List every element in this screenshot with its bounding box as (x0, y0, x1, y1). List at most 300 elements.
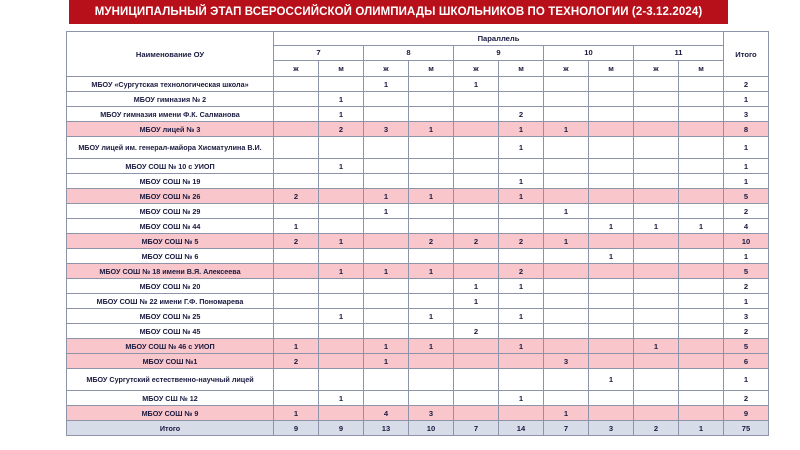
count-cell (544, 294, 589, 309)
table-row (67, 339, 769, 354)
count-cell (544, 309, 589, 324)
count-cell (679, 77, 724, 92)
row-total: 6 (724, 354, 769, 369)
count-cell: 1 (364, 189, 409, 204)
count-cell (544, 264, 589, 279)
table-row (67, 279, 769, 294)
count-cell (274, 122, 319, 137)
count-cell (274, 324, 319, 339)
total-cell: 7 (544, 421, 589, 436)
count-cell (454, 391, 499, 406)
row-total: 1 (724, 92, 769, 107)
school-name: МБОУ СОШ № 5 (67, 234, 274, 249)
row-total: 2 (724, 279, 769, 294)
count-cell: 2 (499, 264, 544, 279)
total-cell: 2 (634, 421, 679, 436)
total-cell: 14 (499, 421, 544, 436)
count-cell (319, 249, 364, 264)
school-name: МБОУ СШ № 12 (67, 391, 274, 406)
count-cell (319, 354, 364, 369)
school-name: МБОУ СОШ № 45 (67, 324, 274, 339)
count-cell: 2 (454, 234, 499, 249)
count-cell (319, 369, 364, 391)
count-cell (589, 174, 634, 189)
count-cell: 2 (274, 189, 319, 204)
count-cell: 1 (274, 339, 319, 354)
count-cell (634, 294, 679, 309)
table-row (67, 219, 769, 234)
count-cell (634, 249, 679, 264)
count-cell (679, 369, 724, 391)
count-cell (544, 92, 589, 107)
count-cell (454, 159, 499, 174)
count-cell (409, 174, 454, 189)
count-cell: 1 (499, 174, 544, 189)
table-row (67, 137, 769, 159)
gender-header: м (679, 61, 724, 77)
school-name: МБОУ СОШ № 20 (67, 279, 274, 294)
count-cell (499, 204, 544, 219)
grade-header: 10 (544, 45, 634, 61)
count-cell (454, 92, 499, 107)
gender-header: ж (544, 61, 589, 77)
count-cell: 1 (319, 391, 364, 406)
gender-header: ж (454, 61, 499, 77)
row-total: 1 (724, 369, 769, 391)
count-cell (634, 309, 679, 324)
count-cell (679, 122, 724, 137)
count-cell (274, 294, 319, 309)
count-cell (364, 219, 409, 234)
row-total: 5 (724, 339, 769, 354)
count-cell (589, 294, 634, 309)
count-cell (409, 249, 454, 264)
count-cell (634, 107, 679, 122)
count-cell (364, 249, 409, 264)
count-cell: 1 (274, 219, 319, 234)
count-cell (634, 279, 679, 294)
school-name: МБОУ СОШ № 46 с УИОП (67, 339, 274, 354)
count-cell (544, 339, 589, 354)
count-cell (454, 137, 499, 159)
count-cell (409, 354, 454, 369)
count-cell (274, 391, 319, 406)
count-cell (409, 204, 454, 219)
totals-row (67, 421, 769, 436)
count-cell (544, 189, 589, 204)
count-cell: 2 (319, 122, 364, 137)
count-cell (319, 324, 364, 339)
count-cell (679, 406, 724, 421)
count-cell: 1 (499, 339, 544, 354)
count-cell (454, 219, 499, 234)
count-cell (544, 391, 589, 406)
count-cell: 1 (319, 234, 364, 249)
count-cell (409, 107, 454, 122)
count-cell (409, 324, 454, 339)
count-cell: 1 (499, 137, 544, 159)
count-cell (679, 249, 724, 264)
totals-label: Итого (67, 421, 274, 436)
count-cell: 1 (319, 92, 364, 107)
gender-header: ж (274, 61, 319, 77)
count-cell: 1 (454, 77, 499, 92)
count-cell (364, 159, 409, 174)
count-cell (544, 107, 589, 122)
row-total: 1 (724, 137, 769, 159)
table-row (67, 354, 769, 369)
school-name: МБОУ СОШ № 25 (67, 309, 274, 324)
table-row (67, 122, 769, 137)
column-header-parallel: Параллель (274, 32, 724, 46)
count-cell: 1 (634, 219, 679, 234)
count-cell: 1 (499, 189, 544, 204)
count-cell (319, 279, 364, 294)
count-cell (679, 339, 724, 354)
row-total: 8 (724, 122, 769, 137)
school-name: МБОУ СОШ № 6 (67, 249, 274, 264)
school-name: МБОУ СОШ № 26 (67, 189, 274, 204)
count-cell (589, 77, 634, 92)
count-cell: 1 (319, 264, 364, 279)
count-cell (679, 354, 724, 369)
gender-header: ж (364, 61, 409, 77)
count-cell (499, 369, 544, 391)
count-cell (544, 279, 589, 294)
total-cell: 13 (364, 421, 409, 436)
count-cell (589, 264, 634, 279)
count-cell (589, 309, 634, 324)
count-cell (679, 92, 724, 107)
total-cell: 7 (454, 421, 499, 436)
count-cell: 1 (589, 249, 634, 264)
gender-header: м (589, 61, 634, 77)
count-cell: 1 (589, 369, 634, 391)
row-total: 2 (724, 324, 769, 339)
column-header-total: Итого (724, 32, 769, 77)
row-total: 1 (724, 174, 769, 189)
count-cell (589, 122, 634, 137)
row-total: 2 (724, 204, 769, 219)
total-cell: 10 (409, 421, 454, 436)
count-cell (319, 77, 364, 92)
count-cell (319, 204, 364, 219)
count-cell: 2 (274, 354, 319, 369)
school-name: МБОУ гимназия имени Ф.К. Салманова (67, 107, 274, 122)
count-cell (319, 406, 364, 421)
count-cell (499, 406, 544, 421)
count-cell: 3 (364, 122, 409, 137)
count-cell (409, 137, 454, 159)
count-cell (409, 159, 454, 174)
count-cell (454, 174, 499, 189)
count-cell (589, 324, 634, 339)
table-row (67, 92, 769, 107)
count-cell (679, 204, 724, 219)
count-cell (679, 279, 724, 294)
count-cell (499, 324, 544, 339)
row-total: 9 (724, 406, 769, 421)
count-cell (679, 309, 724, 324)
count-cell (589, 189, 634, 204)
count-cell: 1 (364, 354, 409, 369)
grade-header: 8 (364, 45, 454, 61)
count-cell (589, 406, 634, 421)
row-total: 1 (724, 159, 769, 174)
count-cell (499, 354, 544, 369)
count-cell: 1 (634, 339, 679, 354)
school-name: МБОУ лицей им. генерал-майора Хисматулина В.И. (67, 137, 274, 159)
table-row (67, 391, 769, 406)
count-cell (634, 369, 679, 391)
count-cell (274, 204, 319, 219)
count-cell (634, 174, 679, 189)
school-name: МБОУ «Сургутская технологическая школа» (67, 77, 274, 92)
count-cell (499, 219, 544, 234)
count-cell (589, 339, 634, 354)
row-total: 10 (724, 234, 769, 249)
row-total: 3 (724, 107, 769, 122)
count-cell (364, 107, 409, 122)
count-cell (634, 324, 679, 339)
count-cell (274, 369, 319, 391)
count-cell (274, 264, 319, 279)
count-cell (679, 294, 724, 309)
count-cell (634, 234, 679, 249)
count-cell (544, 77, 589, 92)
total-cell: 3 (589, 421, 634, 436)
school-name: МБОУ СОШ №1 (67, 354, 274, 369)
count-cell (454, 369, 499, 391)
total-cell: 9 (274, 421, 319, 436)
count-cell (364, 174, 409, 189)
count-cell (634, 92, 679, 107)
school-name: МБОУ СОШ № 29 (67, 204, 274, 219)
count-cell (454, 406, 499, 421)
count-cell: 1 (364, 264, 409, 279)
total-cell: 9 (319, 421, 364, 436)
count-cell: 1 (409, 264, 454, 279)
count-cell (274, 137, 319, 159)
count-cell (544, 324, 589, 339)
count-cell (634, 354, 679, 369)
count-cell (544, 137, 589, 159)
count-cell (499, 159, 544, 174)
count-cell: 1 (319, 107, 364, 122)
grand-total: 75 (724, 421, 769, 436)
count-cell (634, 122, 679, 137)
count-cell (589, 92, 634, 107)
count-cell (589, 159, 634, 174)
count-cell (409, 92, 454, 107)
count-cell: 3 (409, 406, 454, 421)
count-cell (499, 77, 544, 92)
grade-header: 9 (454, 45, 544, 61)
count-cell (364, 234, 409, 249)
count-cell: 1 (544, 234, 589, 249)
count-cell (454, 309, 499, 324)
count-cell (634, 159, 679, 174)
table-row (67, 174, 769, 189)
table-row (67, 204, 769, 219)
count-cell (409, 219, 454, 234)
row-total: 2 (724, 77, 769, 92)
count-cell: 1 (499, 391, 544, 406)
gender-header: м (319, 61, 364, 77)
school-name: МБОУ СОШ № 19 (67, 174, 274, 189)
count-cell (409, 369, 454, 391)
count-cell: 1 (409, 122, 454, 137)
count-cell (274, 77, 319, 92)
count-cell (634, 406, 679, 421)
count-cell: 4 (364, 406, 409, 421)
table-row (67, 294, 769, 309)
count-cell (319, 137, 364, 159)
count-cell (679, 324, 724, 339)
gender-header: ж (634, 61, 679, 77)
count-cell (679, 264, 724, 279)
school-name: МБОУ СОШ № 18 имени В.Я. Алексеева (67, 264, 274, 279)
count-cell (589, 354, 634, 369)
count-cell (319, 339, 364, 354)
count-cell (319, 219, 364, 234)
count-cell: 1 (364, 339, 409, 354)
count-cell (319, 294, 364, 309)
count-cell (364, 369, 409, 391)
count-cell (634, 264, 679, 279)
count-cell (679, 234, 724, 249)
count-cell (499, 249, 544, 264)
count-cell (454, 249, 499, 264)
count-cell: 2 (499, 107, 544, 122)
grade-header: 7 (274, 45, 364, 61)
count-cell (364, 137, 409, 159)
school-name: МБОУ гимназия № 2 (67, 92, 274, 107)
column-header-name: Наименование ОУ (67, 32, 274, 77)
count-cell (634, 204, 679, 219)
count-cell: 1 (454, 279, 499, 294)
school-name: МБОУ СОШ № 9 (67, 406, 274, 421)
count-cell: 1 (319, 309, 364, 324)
count-cell (499, 92, 544, 107)
count-cell (364, 309, 409, 324)
count-cell (454, 107, 499, 122)
count-cell: 1 (499, 122, 544, 137)
count-cell (679, 391, 724, 406)
school-name: МБОУ Сургутский естественно-научный лицей (67, 369, 274, 391)
count-cell (274, 279, 319, 294)
count-cell (319, 189, 364, 204)
count-cell (319, 174, 364, 189)
count-cell (454, 122, 499, 137)
count-cell: 1 (364, 77, 409, 92)
count-cell: 1 (409, 309, 454, 324)
count-cell (454, 339, 499, 354)
gender-header: м (499, 61, 544, 77)
count-cell (274, 159, 319, 174)
school-name: МБОУ СОШ № 10 с УИОП (67, 159, 274, 174)
table-row (67, 264, 769, 279)
count-cell (364, 294, 409, 309)
count-cell (274, 107, 319, 122)
count-cell (679, 174, 724, 189)
row-total: 5 (724, 189, 769, 204)
count-cell (409, 77, 454, 92)
count-cell: 1 (364, 204, 409, 219)
grade-header: 11 (634, 45, 724, 61)
count-cell (274, 92, 319, 107)
count-cell (364, 92, 409, 107)
count-cell (499, 294, 544, 309)
count-cell: 3 (544, 354, 589, 369)
count-cell: 1 (319, 159, 364, 174)
page-title: МУНИЦИПАЛЬНЫЙ ЭТАП ВСЕРОССИЙСКОЙ ОЛИМПИАДЫ ШКОЛЬНИКОВ ПО ТЕХНОЛОГИИ (2-3.12.2024) (69, 0, 728, 24)
count-cell: 1 (409, 339, 454, 354)
count-cell (544, 174, 589, 189)
count-cell (544, 159, 589, 174)
count-cell (589, 279, 634, 294)
count-cell (589, 391, 634, 406)
table-row (67, 324, 769, 339)
count-cell (589, 107, 634, 122)
count-cell: 2 (274, 234, 319, 249)
count-cell (454, 354, 499, 369)
count-cell: 2 (499, 234, 544, 249)
count-cell (679, 137, 724, 159)
count-cell (454, 189, 499, 204)
school-name: МБОУ СОШ № 44 (67, 219, 274, 234)
count-cell: 1 (679, 219, 724, 234)
row-total: 2 (724, 391, 769, 406)
row-total: 4 (724, 219, 769, 234)
table-row (67, 189, 769, 204)
school-name: МБОУ СОШ № 22 имени Г.Ф. Пономарева (67, 294, 274, 309)
results-table (66, 31, 769, 436)
count-cell (364, 324, 409, 339)
count-cell (454, 204, 499, 219)
table-row (67, 406, 769, 421)
count-cell: 1 (544, 204, 589, 219)
count-cell (364, 391, 409, 406)
count-cell: 2 (409, 234, 454, 249)
count-cell (634, 77, 679, 92)
gender-header: м (409, 61, 454, 77)
table-row (67, 249, 769, 264)
count-cell (274, 174, 319, 189)
count-cell (409, 294, 454, 309)
table-row (67, 369, 769, 391)
count-cell: 1 (499, 279, 544, 294)
count-cell (544, 249, 589, 264)
count-cell (679, 189, 724, 204)
row-total: 1 (724, 294, 769, 309)
count-cell (634, 137, 679, 159)
school-name: МБОУ лицей № 3 (67, 122, 274, 137)
count-cell: 2 (454, 324, 499, 339)
table-row (67, 309, 769, 324)
count-cell (634, 391, 679, 406)
table-row (67, 107, 769, 122)
table-row (67, 77, 769, 92)
count-cell (634, 189, 679, 204)
count-cell (544, 369, 589, 391)
count-cell (589, 137, 634, 159)
count-cell: 1 (409, 189, 454, 204)
count-cell (409, 391, 454, 406)
count-cell: 1 (499, 309, 544, 324)
table-row (67, 159, 769, 174)
count-cell (589, 204, 634, 219)
